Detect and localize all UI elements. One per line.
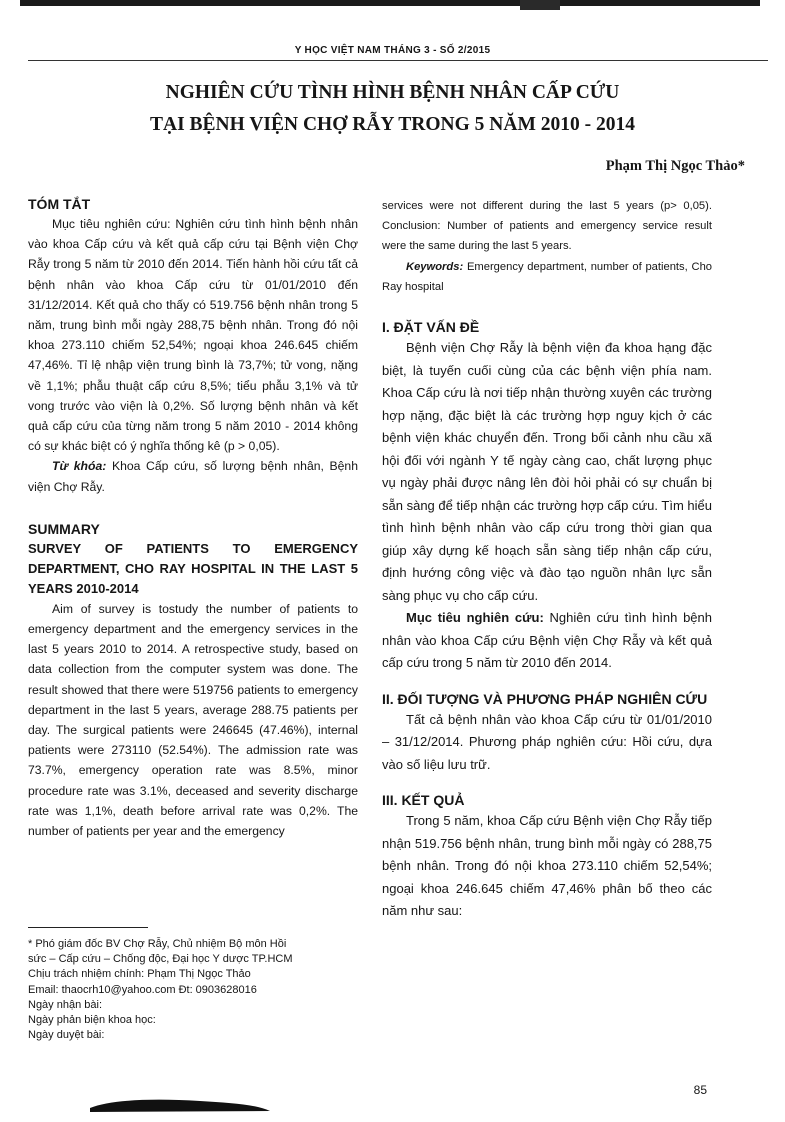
footnote-line: Chịu trách nhiệm chính: Phạm Thị Ngọc Thảo (28, 968, 251, 981)
footnote-line: * Phó giám đốc BV Chợ Rẫy, Chủ nhiệm Bộ môn Hồi (28, 938, 287, 950)
summary-title: SURVEY OF PATIENTS TO EMERGENCY DEPARTMENT, CHO RAY HOSPITAL IN THE LAST 5 YEARS 2010-2014 (28, 540, 358, 596)
abstract-text: Mục tiêu nghiên cứu: Nghiên cứu tình hình bệnh nhân vào khoa Cấp cứu và kết quả cấp cứu tại Bệnh viện Chợ Rẫy trong 5 năm từ 2010 đến 2014. Tiến hành hồi cứu tất cả bệnh nhân vào khoa Cấp cứu từ 01/01/2010 đến 31/12/2014. Kết quả cho thấy có 519.756 bệnh nhân trong 5 năm, trung bình mỗi ngày 288,75 bệnh nhân. Trong đó nội khoa 273.110 chiếm 52,54%; ngoại khoa 246.645 chiếm 47,46%. Tỉ lệ nhập viện trung bình là 73,7%; tử vong, nặng về 1,1%; phẫu thuật cấp cứu 8,5%; tiểu phẫu 3,1% và tử vong trước vào viện là 0,2%. Số lượng bệnh nhân và kết quả cấp cứu của từng năm trong 5 năm 2010 - 2014 không có sự khác biệt có ý nghĩa thống kê (p > 0,05). (28, 217, 358, 454)
objective-label: Mục tiêu nghiên cứu: (406, 610, 544, 626)
scan-artifact (90, 1098, 270, 1112)
header-rule (28, 60, 768, 61)
scan-top-edge (20, 0, 760, 6)
abstract-heading: TÓM TẮT (28, 196, 91, 212)
page-number: 85 (693, 1083, 707, 1097)
objective-paragraph (382, 607, 712, 675)
keywords-vi-label: Từ khóa: (52, 459, 107, 474)
footnote-line: Ngày duyệt bài: (28, 1029, 105, 1042)
keywords-vi-text: Khoa Cấp cứu, số lượng bệnh nhân, Bệnh viện Chợ Rẫy. (28, 459, 358, 494)
footnote-line: Ngày phản biện khoa học: (28, 1014, 156, 1027)
section-1-heading: I. ĐẶT VẤN ĐỀ (382, 319, 480, 336)
section-2-heading: II. ĐỐI TƯỢNG VÀ PHƯƠNG PHÁP NGHIÊN CỨU (382, 690, 708, 707)
paper-title-line-1: NGHIÊN CỨU TÌNH HÌNH BỆNH NHÂN CẤP CỨU (165, 82, 620, 103)
summary-text: Aim of survey is tostudy the number of patients to emergency department and the emergency services in the last 5 years 2010 to 2014. A retrospective study, based on data collection from the computer system was done. The result showed that there were 519756 patients to emergency department in the last 5 years, average 288.75 patients per day. The surgical patients were 246645 (47.46%), internal patients were 273110 (52.54%). The admission rate was 73.7%, emergency operation rate was 8.5%, minor procedure rate was 3.1%, deceased and severity discharge rate was 1,1%, death before arrival rate was 0,2%. The number of patients per year and the emergency (28, 601, 358, 839)
scan-mark (520, 0, 560, 10)
footnote (28, 937, 358, 1043)
right-column (382, 196, 712, 923)
journal-header: Y HỌC VIỆT NAM THÁNG 3 - SỐ 2/2015 (294, 45, 491, 56)
keywords-vi (28, 456, 358, 496)
section-3-text: Trong 5 năm, khoa Cấp cứu Bệnh viện Chợ Rẫy tiếp nhận 519.756 bệnh nhân, trung bình mỗi ngày có 288,75 bệnh nhân. Trong đó nội khoa 273.110 chiếm 52,54%; ngoại khoa 246.645 chiếm 47,46% phân bố theo các năm như sau: (382, 813, 712, 919)
section-3-heading: III. KẾT QUẢ (382, 792, 465, 809)
left-column (28, 194, 358, 841)
summary-continued: services were not different during the last 5 years (p> 0,05). Conclusion: Number of patients and emergency service result were the same during the last 5 years. (382, 200, 712, 253)
summary-heading: SUMMARY (28, 520, 100, 537)
footnote-line: Ngày nhận bài: (28, 998, 102, 1011)
keywords-en-text: Emergency department, number of patients, Cho Ray hospital (382, 260, 713, 293)
objective-text: Nghiên cứu tình hình bệnh nhân vào khoa Cấp cứu Bệnh viện Chợ Rẫy và kết quả cấp cứu trong 5 năm từ 2010 đến 2014. (382, 610, 712, 671)
author-name: Phạm Thị Ngọc Thảo* (605, 158, 745, 174)
keywords-en (382, 257, 712, 297)
section-1-text: Bệnh viện Chợ Rẫy là bệnh viện đa khoa hạng đặc biệt, là tuyến cuối cùng của các bệnh viện phía nam. Khoa Cấp cứu là nơi tiếp nhận thường xuyên các trường hợp nặng, đặc biệt là các trường hợp nguy kịch ở các bệnh viện khác chuyển đến. Trong bối cảnh nhu cầu xã hội đối với ngành Y tế ngày càng cao, chất lượng phục vụ ngày phải được nâng lên đòi hỏi phải có sự chuẩn bị sẵn sàng để tiếp nhận các trường hợp cấp cứu. Tìm hiểu tình hình bệnh nhân vào cấp cứu trong thời gian qua giúp xây dựng kế hoạch sẵn sàng tiếp nhận cấp cứu, định hướng công việc và đào tạo nguồn nhân lực sẵn sàng phục vụ cho cấp cứu. (382, 340, 712, 603)
footnote-line: sức – Cấp cứu – Chống độc, Đại học Y dược TP.HCM (28, 953, 293, 966)
keywords-en-label: Keywords: (406, 260, 464, 273)
footnote-rule (28, 927, 148, 928)
section-2-text: Tất cả bệnh nhân vào khoa Cấp cứu từ 01/01/2010 – 31/12/2014. Phương pháp nghiên cứu: Hồi cứu, dựa vào số liệu lưu trữ. (382, 711, 712, 772)
footnote-line: Email: thaocrh10@yahoo.com Đt: 0903628016 (28, 983, 257, 996)
paper-title-line-2: TẠI BỆNH VIỆN CHỢ RẪY TRONG 5 NĂM 2010 - 2014 (149, 114, 635, 135)
